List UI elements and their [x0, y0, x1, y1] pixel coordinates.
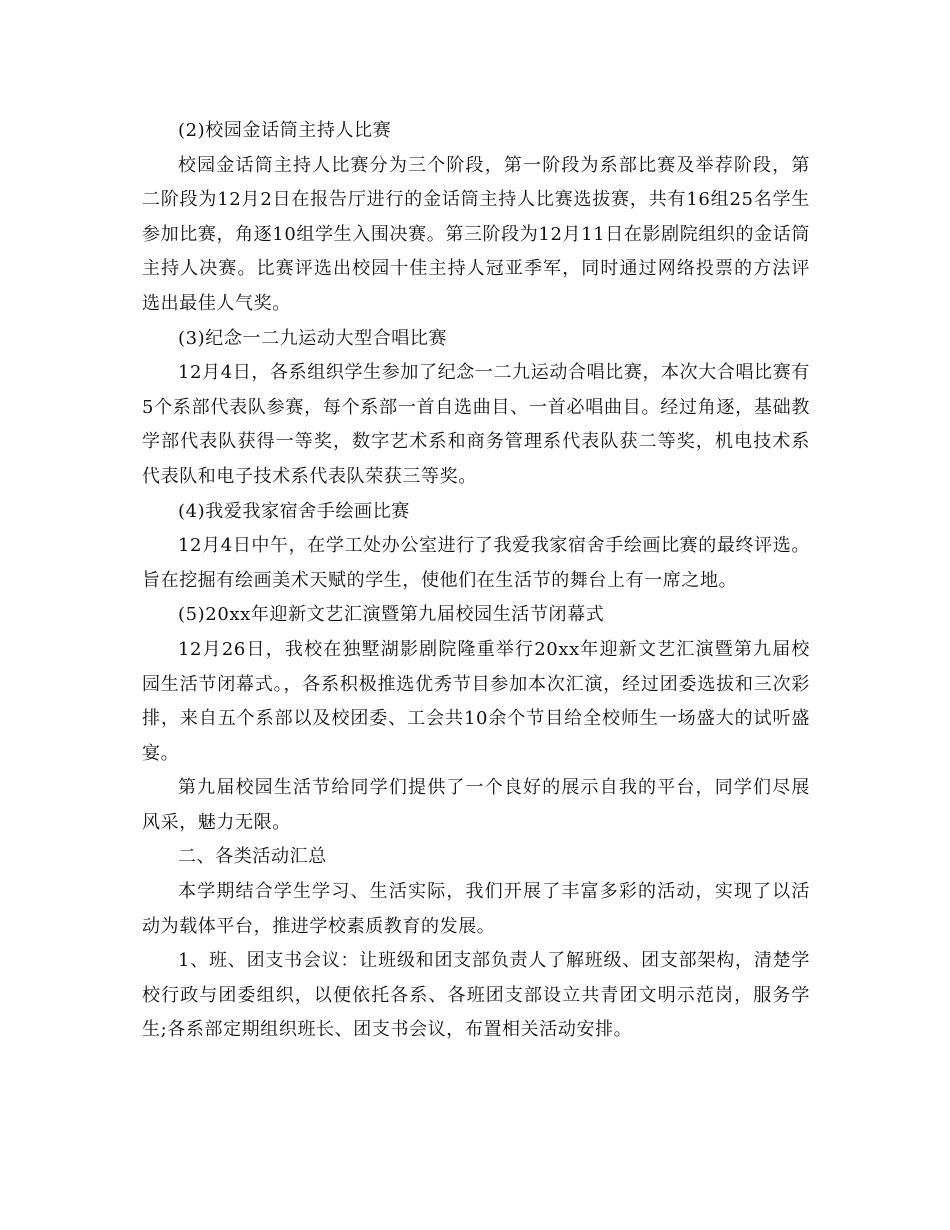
- paragraph-activities-intro: 本学期结合学生学习、生活实际，我们开展了丰富多彩的活动，实现了以活动为载体平台，推进学校素质教育的发展。: [142, 881, 810, 937]
- heading-closing-ceremony: (5)20xx年迎新文艺汇演暨第九届校园生活节闭幕式: [178, 604, 605, 626]
- paragraph-closing-ceremony: 12月26日，我校在独墅湖影剧院隆重举行20xx年迎新文艺汇演暨第九届校园生活节闭幕式。，各系积极推选优秀节目参加本次汇演，经过团委选拔和三次彩排，来自五个系部以及校团委、工会共10余个节目给全校师生一场盛大的试听盛宴。: [142, 638, 810, 764]
- section-heading-activities: 二、各类活动汇总: [178, 846, 327, 868]
- heading-hosting-contest: (2)校园金话筒主持人比赛: [178, 120, 392, 141]
- paragraph-hosting-contest: 校园金话筒主持人比赛分为三个阶段，第一阶段为系部比赛及举荐阶段，第二阶段为12月2日在报告厅进行的金话筒主持人比赛选拔赛，共有16组25名学生参加比赛，角逐10组学生入围决赛。第三阶段为12月11日在影剧院组织的金话筒主持人决赛。比赛评选出校园十佳主持人冠亚季军，同时通过网络投票的方法评选出最佳人气奖。: [142, 154, 810, 314]
- heading-chorus-contest: (3)纪念一二九运动大型合唱比赛: [178, 327, 448, 349]
- heading-dorm-painting-contest: (4)我爱我家宿舍手绘画比赛: [178, 500, 410, 522]
- document-body: [142, 114, 810, 1048]
- paragraph-festival-summary: 第九届校园生活节给同学们提供了一个良好的展示自我的平台，同学们尽展风采，魅力无限。: [142, 777, 810, 833]
- paragraph-chorus-contest: 12月4日，各系组织学生参加了纪念一二九运动合唱比赛，本次大合唱比赛有5个系部代表队参赛，每个系部一首自选曲目、一首必唱曲目。经过角逐，基础教学部代表队获得一等奖，数字艺术系和商务管理系代表队获二等奖，机电技术系代表队和电子技术系代表队荣获三等奖。: [142, 362, 810, 487]
- paragraph-dorm-painting-contest: 12月4日中午，在学工处办公室进行了我爱我家宿舍手绘画比赛的最终评选。旨在挖掘有绘画美术天赋的学生，使他们在生活节的舞台上有一席之地。: [142, 535, 810, 591]
- paragraph-meeting-item: 1、班、团支书会议：让班级和团支部负责人了解班级、团支部架构，清楚学校行政与团委组织，以便依托各系、各班团支部设立共青团文明示范岗，服务学生;各系部定期组织班长、团支书会议，布置相关活动安排。: [142, 950, 810, 1041]
